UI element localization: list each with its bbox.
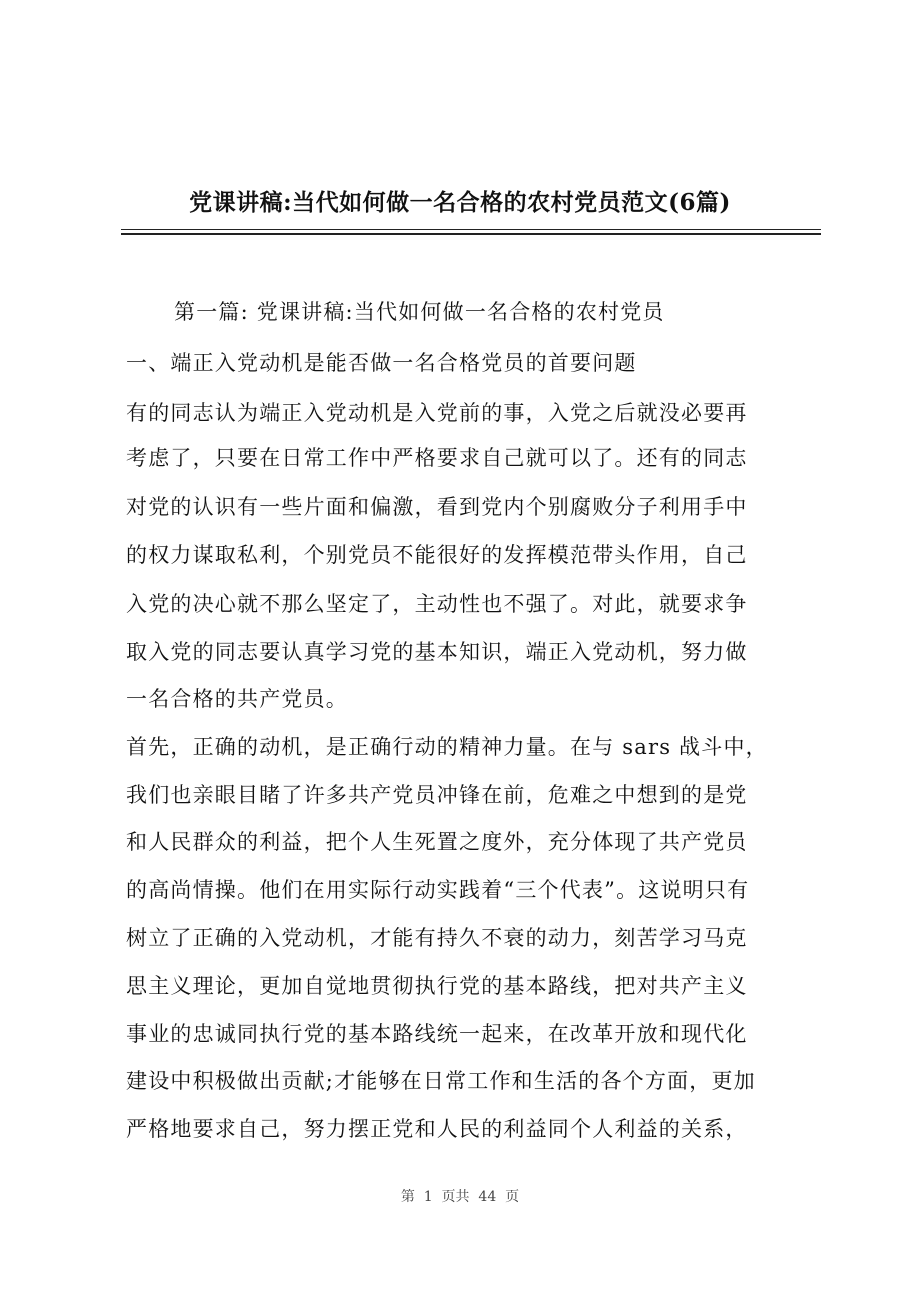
body-line: 树立了正确的入党动机，才能有持久不衰的动力，刻苦学习马克	[126, 926, 748, 950]
body-line: 考虑了，只要在日常工作中严格要求自己就可以了。还有的同志	[126, 446, 748, 470]
body-line: 的权力谋取私利，个别党员不能很好的发挥模范带头作用，自己	[126, 543, 748, 567]
document-title: 党课讲稿:当代如何做一名合格的农村党员范文(6篇)	[189, 189, 731, 216]
subheading: 一、端正入党动机是能否做一名合格党员的首要问题	[126, 351, 637, 375]
body-line: 我们也亲眼目睹了许多共产党员冲锋在前，危难之中想到的是党	[126, 783, 748, 807]
body-line: 的高尚情操。他们在用实际行动实践着“三个代表”。这说明只有	[126, 878, 750, 902]
title-underline-thin	[121, 229, 821, 230]
body-line: 取入党的同志要认真学习党的基本知识，端正入党动机，努力做	[126, 640, 748, 664]
body-line: 入党的决心就不那么坚定了，主动性也不强了。对此，就要求争	[126, 592, 748, 616]
body-line: 建设中积极做出贡献;才能够在日常工作和生活的各个方面，更加	[126, 1069, 756, 1093]
section-heading: 第一篇: 党课讲稿:当代如何做一名合格的农村党员	[174, 300, 665, 324]
body-line: 首先，正确的动机，是正确行动的精神力量。在与 sars 战斗中，	[126, 735, 768, 759]
body-line: 一名合格的共产党员。	[126, 687, 348, 711]
page-footer: 第 1 页共 44 页	[400, 1189, 520, 1205]
body-line: 严格地要求自己，努力摆正党和人民的利益同个人利益的关系，	[126, 1117, 748, 1141]
body-line: 对党的认识有一些片面和偏激，看到党内个别腐败分子利用手中	[126, 495, 748, 519]
title-underline-thick	[121, 233, 821, 235]
body-line: 有的同志认为端正入党动机是入党前的事，入党之后就没必要再	[126, 401, 748, 425]
body-line: 事业的忠诚同执行党的基本路线统一起来，在改革开放和现代化	[126, 1022, 748, 1046]
body-line: 思主义理论，更加自觉地贯彻执行党的基本路线，把对共产主义	[126, 974, 748, 998]
body-line: 和人民群众的利益，把个人生死置之度外，充分体现了共产党员	[126, 830, 748, 854]
